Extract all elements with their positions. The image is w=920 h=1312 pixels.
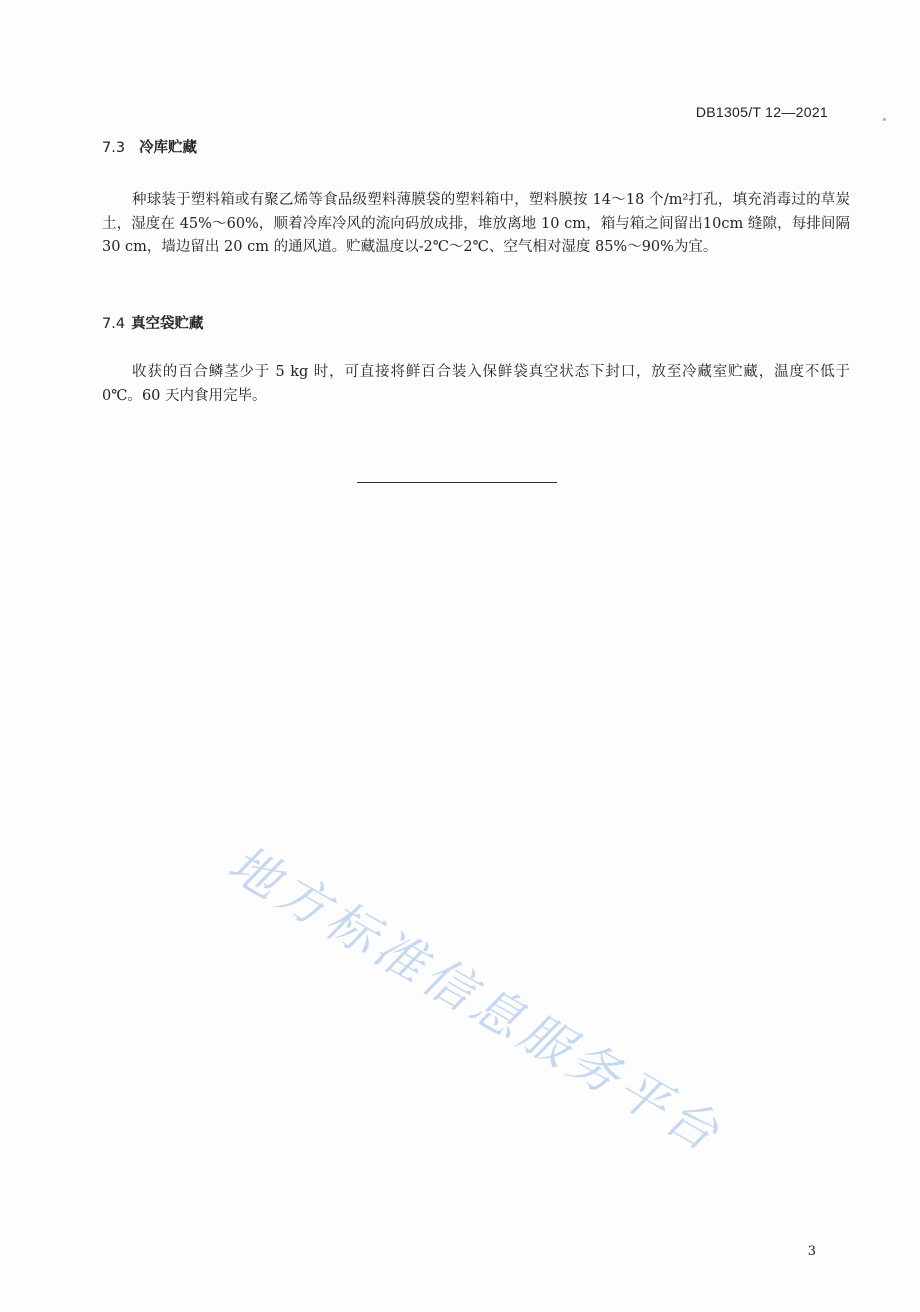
section-title: 冷库贮藏 (139, 140, 198, 156)
section-heading-7-3 (102, 136, 197, 157)
watermark: 地方标准信息服务平台 (218, 834, 733, 1165)
scan-speck (883, 118, 886, 121)
section-paragraph-7-4: 收获的百合鳞茎少于 5 kg 时，可直接将鲜百合装入保鲜袋真空状态下封口，放至冷藏室贮藏，温度不低于 0℃。60 天内食用完毕。 (102, 364, 850, 404)
section-number: 7.4 (102, 316, 126, 332)
section-number: 7.3 (102, 140, 126, 156)
page-number: 3 (807, 1244, 816, 1259)
document-code: DB1305/T 12—2021 (695, 104, 828, 120)
section-title: 真空袋贮藏 (131, 316, 204, 332)
section-heading-7-4 (102, 312, 204, 333)
section-paragraph-7-3: 种球装于塑料箱或有聚乙烯等食品级塑料薄膜袋的塑料箱中，塑料膜按 14～18 个/m²打孔，填充消毒过的草炭土，湿度在 45%～60%，顺着冷库冷风的流向码放成排，堆放离地 10 cm，箱与箱之间留出10cm 缝隙，每排间隔 30 cm，墙边留出 20 cm 的通风道。贮藏温度以-2℃～2℃、空气相对湿度 85%～90%为宜。 (102, 192, 850, 255)
end-of-document-rule (357, 482, 557, 483)
